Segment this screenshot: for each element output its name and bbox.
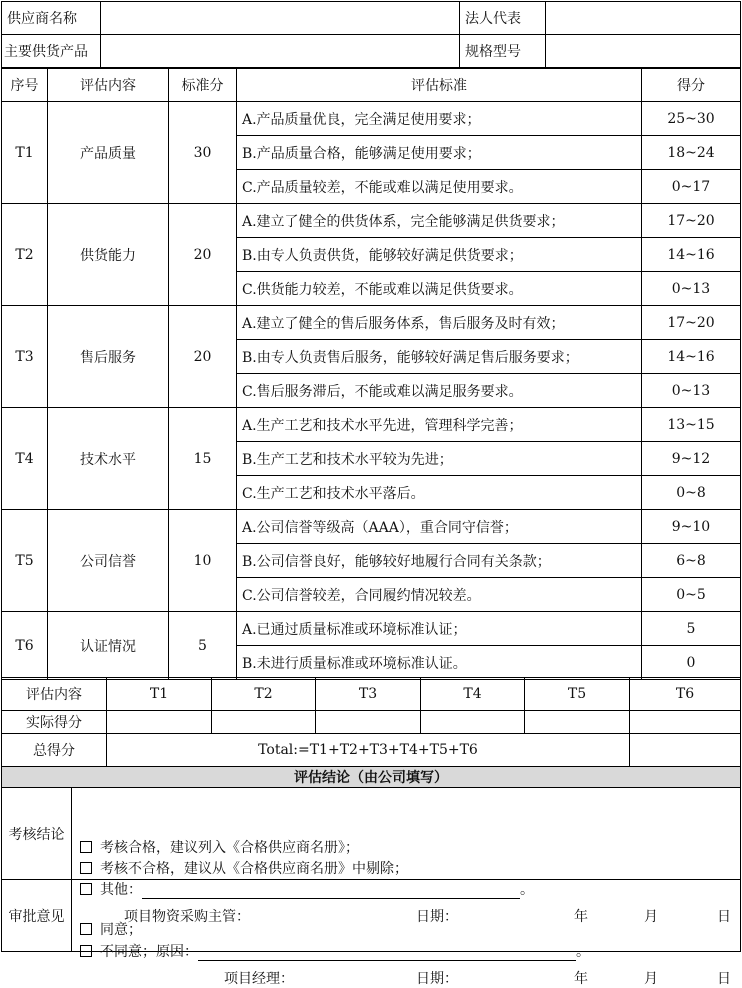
criterion-cell: B.由专人负责售后服务，能够较好满足售后服务要求； xyxy=(237,340,642,374)
approval-disagree xyxy=(80,941,590,961)
summary-item-t2: T2 xyxy=(212,678,316,711)
summary-total-row xyxy=(2,734,741,767)
disagree-text: 不同意；原因： xyxy=(100,943,198,960)
table-row xyxy=(2,612,741,646)
table-row xyxy=(2,102,741,136)
table-header-row xyxy=(2,69,741,102)
option-other xyxy=(80,879,534,899)
group-content: 售后服务 xyxy=(48,306,169,408)
group-number: T2 xyxy=(2,204,48,306)
score-range-cell: 18~24 xyxy=(642,136,741,170)
group-content: 产品质量 xyxy=(48,102,169,204)
summary-item-t3: T3 xyxy=(316,678,421,711)
summary-table xyxy=(1,677,741,767)
score-range-cell: 0~17 xyxy=(642,170,741,204)
score-range-cell: 13~15 xyxy=(642,408,741,442)
criterion-cell: A.产品质量优良，完全满足使用要求； xyxy=(237,102,642,136)
criterion-cell: A.生产工艺和技术水平先进，管理科学完善； xyxy=(237,408,642,442)
criterion-cell: B.未进行质量标准或环境标准认证。 xyxy=(237,646,642,680)
other-period: 。 xyxy=(520,881,534,898)
criterion-cell: C.售后服务滞后，不能或难以满足服务要求。 xyxy=(237,374,642,408)
fail-checkbox[interactable] xyxy=(80,862,92,874)
table-row xyxy=(2,204,741,238)
approval-year-label: 年 xyxy=(574,970,588,987)
total-score-label: 总得分 xyxy=(2,734,107,767)
score-range-cell: 0 xyxy=(642,646,741,680)
assessment-row xyxy=(2,788,741,880)
group-content: 公司信誉 xyxy=(48,510,169,612)
other-reason-field[interactable] xyxy=(142,883,520,899)
table-row xyxy=(2,306,741,340)
summary-content-label: 评估内容 xyxy=(2,678,107,711)
group-std-score: 15 xyxy=(169,408,237,510)
actual-score-label: 实际得分 xyxy=(2,711,107,734)
group-std-score: 5 xyxy=(169,612,237,680)
criterion-cell: A.已通过质量标准或环境标准认证； xyxy=(237,612,642,646)
table-row xyxy=(2,408,741,442)
col-header-number: 序号 xyxy=(2,69,48,102)
score-range-cell: 0~13 xyxy=(642,272,741,306)
score-range-cell: 25~30 xyxy=(642,102,741,136)
legal-rep-label: 法人代表 xyxy=(460,2,546,35)
conclusion-table xyxy=(1,766,741,987)
summary-actual-row xyxy=(2,711,741,734)
option-pass xyxy=(80,837,359,857)
total-score-field[interactable] xyxy=(630,734,741,767)
score-range-cell: 17~20 xyxy=(642,204,741,238)
criterion-cell: B.由专人负责供货，能够较好满足供货要求； xyxy=(237,238,642,272)
assessment-label: 考核结论 xyxy=(2,788,72,880)
agree-checkbox[interactable] xyxy=(80,923,92,935)
group-content: 技术水平 xyxy=(48,408,169,510)
score-range-cell: 9~12 xyxy=(642,442,741,476)
purchase-manager-label: 项目物资采购主管： xyxy=(124,908,250,925)
criterion-cell: A.建立了健全的供货体系，完全能够满足供货要求； xyxy=(237,204,642,238)
summary-content-row xyxy=(2,678,741,711)
assess-month-label: 月 xyxy=(644,908,658,925)
supplier-name-field[interactable] xyxy=(101,2,460,35)
group-number: T1 xyxy=(2,102,48,204)
option-other-text: 其他： xyxy=(100,881,142,898)
option-pass-text: 考核合格，建议列入《合格供应商名册》； xyxy=(100,839,359,856)
group-std-score: 10 xyxy=(169,510,237,612)
assess-date-label: 日期： xyxy=(416,908,458,925)
legal-rep-field[interactable] xyxy=(546,2,741,35)
summary-item-t5: T5 xyxy=(525,678,630,711)
col-header-criteria: 评估标准 xyxy=(237,69,642,102)
total-formula: Total:=T1+T2+T3+T4+T5+T6 xyxy=(107,734,630,767)
criterion-cell: B.生产工艺和技术水平较为先进； xyxy=(237,442,642,476)
criterion-cell: C.公司信誉较差，合同履约情况较差。 xyxy=(237,578,642,612)
disagree-checkbox[interactable] xyxy=(80,945,92,957)
spec-model-field[interactable] xyxy=(546,35,741,68)
group-std-score: 30 xyxy=(169,102,237,204)
summary-item-t6: T6 xyxy=(630,678,741,711)
summary-item-t1: T1 xyxy=(107,678,212,711)
score-range-cell: 0~8 xyxy=(642,476,741,510)
supplier-name-label: 供应商名称 xyxy=(2,2,101,35)
score-range-cell: 6~8 xyxy=(642,544,741,578)
criterion-cell: C.生产工艺和技术水平落后。 xyxy=(237,476,642,510)
actual-score-t5[interactable] xyxy=(525,711,630,734)
criterion-cell: C.产品质量较差，不能或难以满足使用要求。 xyxy=(237,170,642,204)
disagree-period: 。 xyxy=(576,943,590,960)
group-content: 认证情况 xyxy=(48,612,169,680)
col-header-std-score: 标准分 xyxy=(169,69,237,102)
score-range-cell: 0~5 xyxy=(642,578,741,612)
approval-agree xyxy=(80,919,142,939)
group-std-score: 20 xyxy=(169,204,237,306)
main-product-field[interactable] xyxy=(101,35,460,68)
criterion-cell: B.产品质量合格，能够满足使用要求； xyxy=(237,136,642,170)
table-row xyxy=(2,510,741,544)
group-std-score: 20 xyxy=(169,306,237,408)
criterion-cell: A.建立了健全的售后服务体系，售后服务及时有效； xyxy=(237,306,642,340)
conclusion-title: 评估结论（由公司填写） xyxy=(2,767,741,788)
header-table xyxy=(1,1,741,68)
disagree-reason-field[interactable] xyxy=(198,945,576,961)
score-range-cell: 5 xyxy=(642,612,741,646)
project-manager-label: 项目经理： xyxy=(224,970,294,987)
score-range-cell: 14~16 xyxy=(642,238,741,272)
criterion-cell: B.公司信誉良好，能够较好地履行合同有关条款； xyxy=(237,544,642,578)
actual-score-t1[interactable] xyxy=(107,711,212,734)
score-range-cell: 17~20 xyxy=(642,306,741,340)
score-range-cell: 9~10 xyxy=(642,510,741,544)
actual-score-t3[interactable] xyxy=(316,711,421,734)
group-number: T6 xyxy=(2,612,48,680)
approval-label: 审批意见 xyxy=(2,880,72,952)
score-range-cell: 14~16 xyxy=(642,340,741,374)
actual-score-t6[interactable] xyxy=(630,711,741,734)
actual-score-t2[interactable] xyxy=(212,711,316,734)
group-number: T3 xyxy=(2,306,48,408)
approval-month-label: 月 xyxy=(644,970,658,987)
evaluation-table xyxy=(1,68,741,680)
score-range-cell: 0~13 xyxy=(642,374,741,408)
option-fail-text: 考核不合格，建议从《合格供应商名册》中剔除； xyxy=(100,860,408,877)
col-header-content: 评估内容 xyxy=(48,69,169,102)
main-product-label: 主要供货产品 xyxy=(2,35,101,68)
assess-day-label: 日 xyxy=(717,908,731,925)
agree-text: 同意； xyxy=(100,921,142,938)
assess-year-label: 年 xyxy=(574,908,588,925)
actual-score-t4[interactable] xyxy=(421,711,525,734)
other-checkbox[interactable] xyxy=(80,883,92,895)
pass-checkbox[interactable] xyxy=(80,841,92,853)
group-number: T5 xyxy=(2,510,48,612)
approval-day-label: 日 xyxy=(717,970,731,987)
summary-item-t4: T4 xyxy=(421,678,525,711)
col-header-score: 得分 xyxy=(642,69,741,102)
spec-model-label: 规格型号 xyxy=(460,35,546,68)
group-content: 供货能力 xyxy=(48,204,169,306)
criterion-cell: C.供货能力较差，不能或难以满足供货要求。 xyxy=(237,272,642,306)
option-fail xyxy=(80,858,408,878)
approval-date-label: 日期： xyxy=(416,970,458,987)
criterion-cell: A.公司信誉等级高（AAA），重合同守信誉； xyxy=(237,510,642,544)
group-number: T4 xyxy=(2,408,48,510)
assessment-body xyxy=(72,788,741,925)
